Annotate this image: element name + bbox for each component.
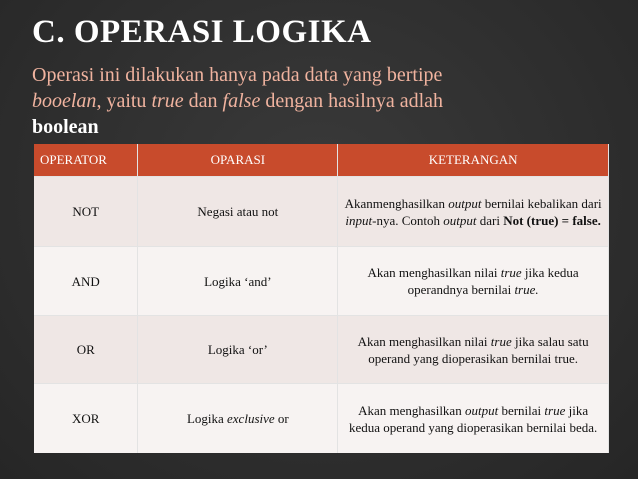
ket-bold: Not (true) = false. xyxy=(503,212,601,228)
cell-keterangan xyxy=(338,316,609,384)
cell-operator: NOT xyxy=(34,177,138,247)
ket-italic: output xyxy=(443,212,477,228)
ket-text: -nya. Contoh xyxy=(372,212,444,228)
cell-keterangan xyxy=(338,247,609,316)
intro-paragraph xyxy=(32,62,622,140)
ket-italic: output xyxy=(464,402,499,418)
intro-text-1: Operasi ini dilakukan hanya pada data yang bertipe xyxy=(32,64,443,86)
header-keterangan: KETERANGAN xyxy=(338,144,609,177)
ket-text: bernilai xyxy=(498,402,545,418)
ket-italic: true xyxy=(500,265,522,280)
table-row xyxy=(34,384,609,454)
header-operasi: OPARASI xyxy=(138,144,338,177)
intro-booelan: booelan xyxy=(32,90,97,112)
ket-text: Akan menghasilkan nilai xyxy=(357,333,491,349)
operasi-text: Logika xyxy=(186,411,228,426)
table-row xyxy=(34,316,609,384)
intro-boolean: boolean xyxy=(32,116,99,138)
ket-text: Akan menghasilkan xyxy=(358,402,465,418)
cell-keterangan xyxy=(338,384,609,454)
cell-operator: OR xyxy=(34,316,138,384)
ket-text: jika kedua operandnya bernilai xyxy=(407,265,579,297)
ket-italic: true. xyxy=(514,282,539,297)
ket-italic: input xyxy=(345,212,373,228)
slide-title: C. OPERASI LOGIKA xyxy=(32,14,372,50)
operasi-italic: exclusive xyxy=(227,411,275,426)
cell-operasi: Negasi atau not xyxy=(138,177,338,247)
ket-text: jika kedua operand yang dioperasikan bernilai beda. xyxy=(348,402,598,435)
ket-text: jika salau satu operand yang dioperasikan bernilai true. xyxy=(368,333,589,366)
ket-text: dari xyxy=(476,212,504,228)
operasi-text: or xyxy=(274,411,289,426)
ket-text: Akan menghasilkan nilai xyxy=(367,265,501,280)
ket-text: bernilai kebalikan dari xyxy=(481,195,602,211)
ket-text: Akanmenghasilkan xyxy=(344,195,449,211)
ket-italic: true xyxy=(490,333,512,349)
intro-text-3: dan xyxy=(183,90,223,112)
table-row xyxy=(34,177,609,247)
ket-italic: output xyxy=(448,195,482,211)
intro-false: false xyxy=(222,90,261,112)
intro-true: true xyxy=(151,90,184,112)
table-header-row xyxy=(34,144,609,177)
header-operator: OPERATOR xyxy=(34,144,138,177)
intro-text-2: , yaitu xyxy=(96,90,152,112)
cell-operasi: Logika ‘and’ xyxy=(138,247,338,316)
logic-operators-table xyxy=(34,144,609,453)
table-row xyxy=(34,247,609,316)
cell-operator: AND xyxy=(34,247,138,316)
ket-italic: true xyxy=(544,402,566,418)
cell-keterangan xyxy=(338,177,609,247)
cell-operasi: Logika ‘or’ xyxy=(138,316,338,384)
cell-operasi xyxy=(138,384,338,454)
intro-text-4: dengan hasilnya adlah xyxy=(260,90,444,112)
cell-operator: XOR xyxy=(34,384,138,454)
